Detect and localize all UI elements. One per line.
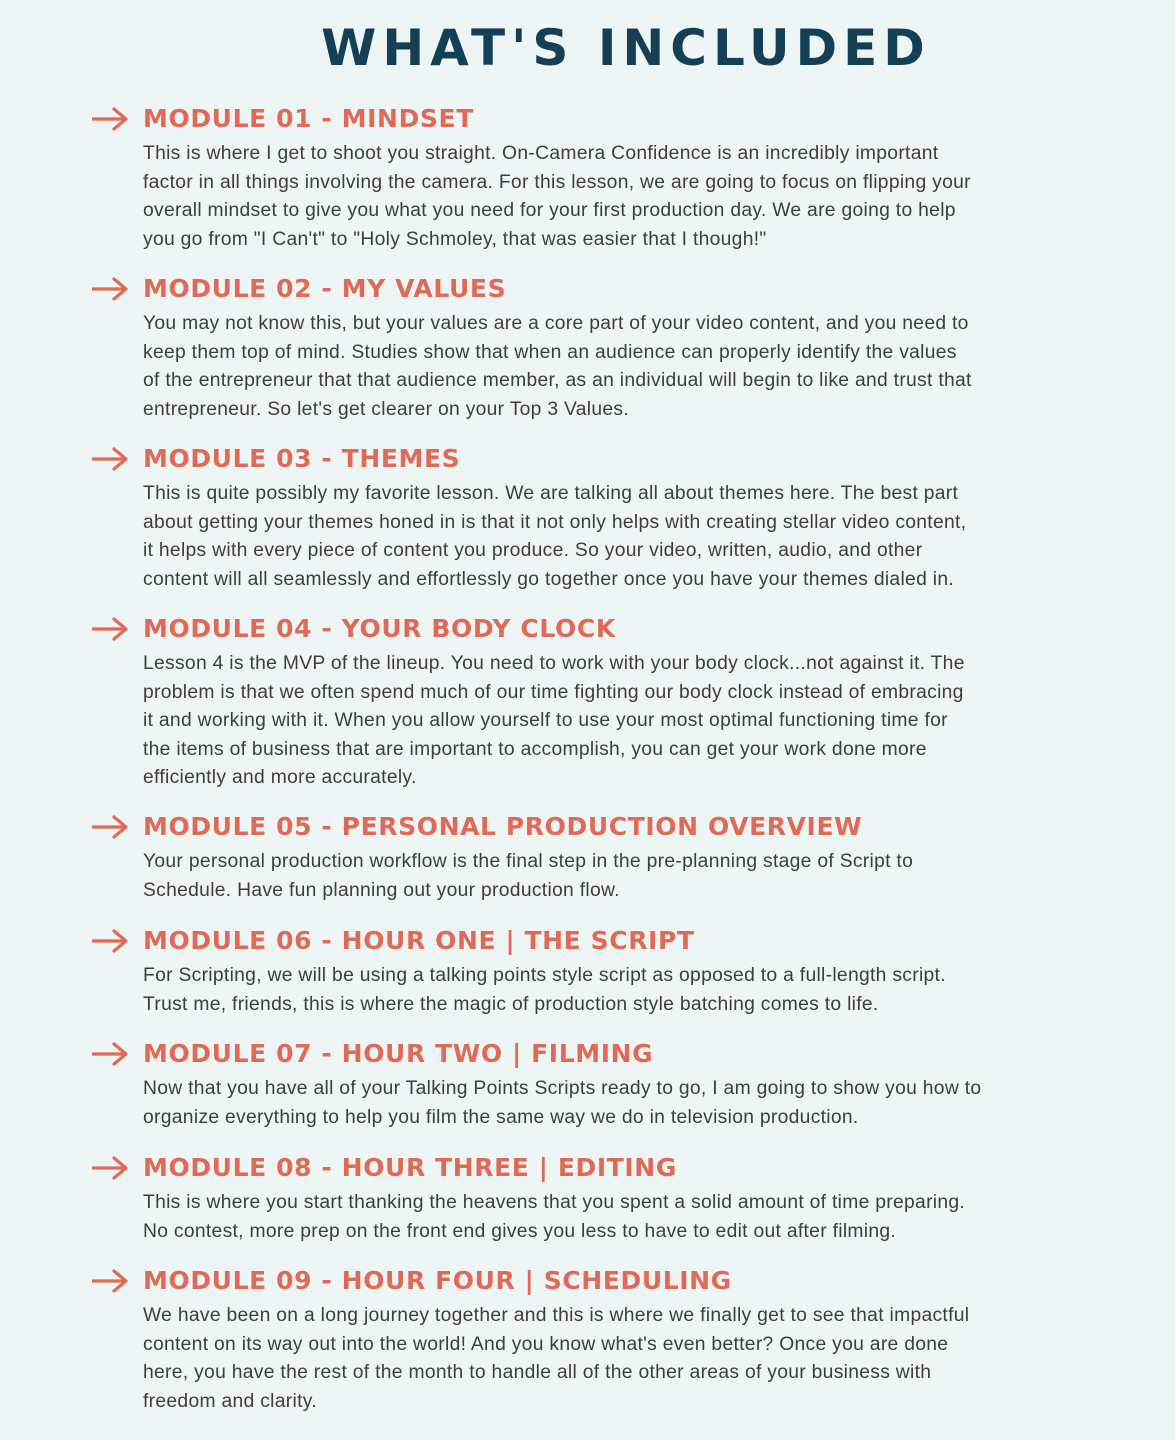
arrow-right-icon [92,277,128,301]
module-description: This is quite possibly my favorite lesson. We are talking all about themes here. The best part about getting your themes honed in is that it not only helps with creating stellar video content, it helps with every piece of content you produce. So your video, written, audio, and other content will all seamlessly and effortlessly go together once you have your themes dialed in. [143,483,967,590]
arrow-right-icon [92,1269,128,1293]
arrow-right-icon [92,107,128,131]
arrow-right-icon [92,815,128,839]
module-description: We have been on a long journey together and this is where we finally get to see that impactful content on its way out into the world! And you know what's even better? Once you are done here, you have the rest of the month to handle all of the other areas of your business with freedom and clarity. [143,1305,970,1412]
arrow-right-icon [92,1156,128,1180]
module-title: MODULE 04 - YOUR BODY CLOCK [143,614,616,643]
module-description: Now that you have all of your Talking Points Scripts ready to go, I am going to show you how to organize everything to help you film the same way we do in television production. [143,1078,982,1128]
module-title: MODULE 07 - HOUR TWO | FILMING [143,1039,654,1068]
module-title: MODULE 05 - PERSONAL PRODUCTION OVERVIEW [143,812,863,841]
module-title: MODULE 01 - MINDSET [143,104,474,133]
module-title: MODULE 08 - HOUR THREE | EDITING [143,1153,677,1182]
module-description: You may not know this, but your values are a core part of your video content, and you need to keep them top of mind. Studies show that when an audience can properly identify the values of the entrepreneur that that audience member, as an individual will begin to like and trust that entrepreneur. So let's get clearer on your Top 3 Values. [143,313,972,420]
module-description: Lesson 4 is the MVP of the lineup. You need to work with your body clock...not against it. The problem is that we often spend much of our time fighting our body clock instead of embracing it and working with it. When you allow yourself to use your most optimal functioning time for the items of business that are important to accomplish, you can get your work done more efficiently and more accurately. [143,653,965,788]
module-title: MODULE 02 - MY VALUES [143,274,507,303]
page-title: WHAT'S INCLUDED [321,19,931,77]
module-description: This is where I get to shoot you straight. On-Camera Confidence is an incredibly important factor in all things involving the camera. For this lesson, we are going to focus on flipping your overall mindset to give you what you need for your first production day. We are going to help you go from "I Can't" to "Holy Schmoley, that was easier that I though!" [143,143,971,250]
module-title: MODULE 09 - HOUR FOUR | SCHEDULING [143,1266,732,1295]
module-description: This is where you start thanking the heavens that you spent a solid amount of time preparing. No contest, more prep on the front end gives you less to have to edit out after filming. [143,1192,966,1242]
arrow-right-icon [92,617,128,641]
module-title: MODULE 03 - THEMES [143,444,461,473]
arrow-right-icon [92,447,128,471]
arrow-right-icon [92,1042,128,1066]
module-title: MODULE 06 - HOUR ONE | THE SCRIPT [143,926,695,955]
module-description: Your personal production workflow is the final step in the pre-planning stage of Script to Schedule. Have fun planning out your production flow. [143,851,914,901]
module-description: For Scripting, we will be using a talking points style script as opposed to a full-length script. Trust me, friends, this is where the magic of production style batching comes to life. [143,965,946,1015]
arrow-right-icon [92,929,128,953]
